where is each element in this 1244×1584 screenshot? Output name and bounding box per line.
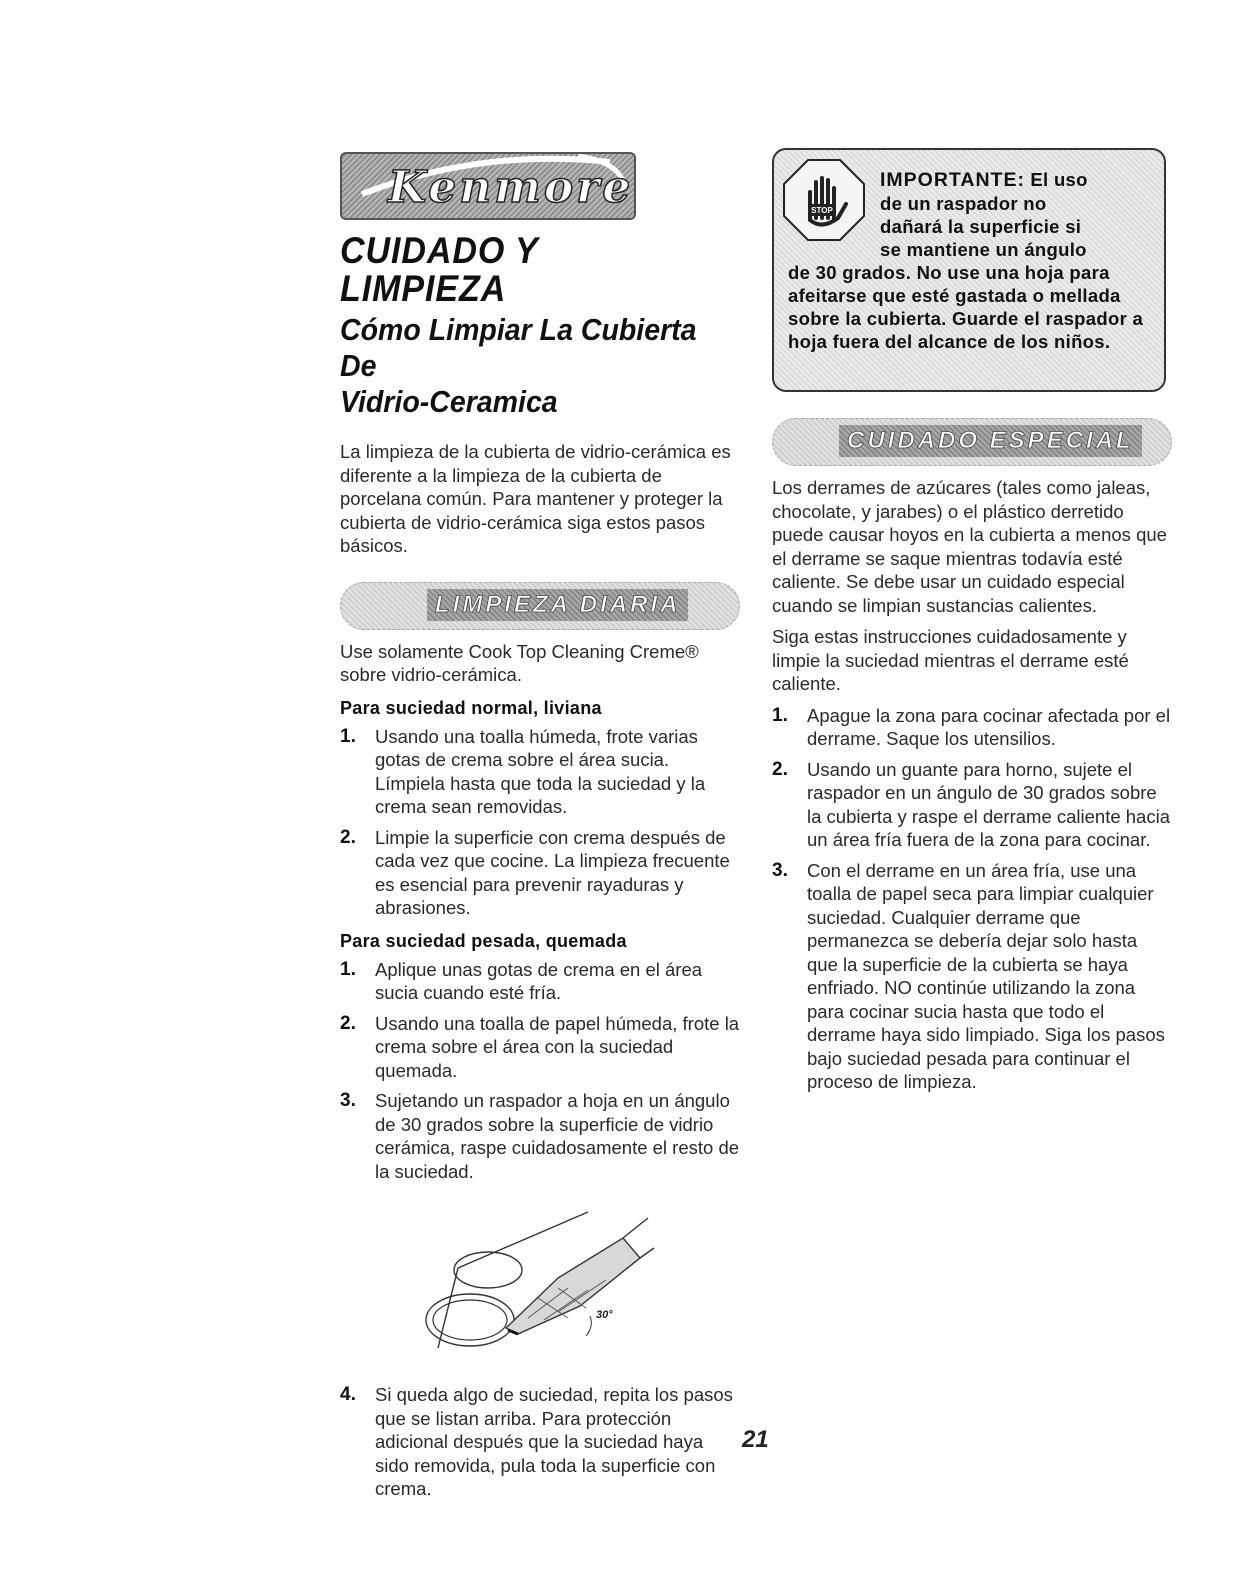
step-number: 2.	[772, 758, 788, 780]
right-column	[772, 148, 1172, 1101]
subtitle-line-1: Cómo Limpiar La Cubierta De	[340, 312, 697, 383]
step-number: 1.	[772, 704, 788, 726]
light-soil-steps	[340, 725, 740, 920]
step-number: 3.	[340, 1090, 356, 1111]
important-body: de 30 grados. No use una hoja para afeitarse que esté gastada o mellada sobre la cubierta. Guarde el raspador a hoja fuera del alcance de los niños.	[788, 262, 1144, 352]
important-heading: IMPORTANTE:	[880, 169, 1025, 191]
step-text: Usando una toalla húmeda, frote varias gotas de crema sobre el área sucia. Límpiela hasta que toda la suciedad y la crema sean removidas.	[375, 725, 706, 817]
kenmore-logo	[340, 152, 636, 220]
step-number: 1.	[340, 725, 356, 747]
heavy-soil-steps	[340, 958, 740, 1184]
step-text: Usando un guante para horno, sujete el raspador en un ángulo de 30 grados sobre la cubierta y raspe el derrame caliente hacia un área fría fuera de la zona para cocinar.	[807, 758, 1170, 850]
step-text: Con el derrame en un área fría, use una toalla de papel seca para limpiar cualquier suciedad. Cualquier derrame que permanezca se debería dejar solo hasta que la superficie de la cubierta se haya enfriado. NO continúe utilizando la zona para cocinar sucia hasta que todo el derrame haya sido limpiado. Siga los pasos bajo suciedad pesada para continuar el proceso de limpieza.	[807, 859, 1165, 1092]
intro-paragraph: La limpieza de la cubierta de vidrio-cerámica es diferente a la limpieza de la cubierta de porcelana común. Para mantener y proteger la cubierta de vidrio-cerámica siga estos pasos básicos.	[340, 441, 731, 556]
list-item	[340, 1383, 740, 1501]
special-care-banner-label: CUIDADO ESPECIAL	[839, 425, 1142, 457]
list-item	[340, 958, 740, 1005]
daily-intro: Use solamente Cook Top Cleaning Creme® sobre vidrio-cerámica.	[340, 640, 699, 685]
list-item	[340, 1012, 740, 1083]
page-title: CUIDADO Y LIMPIEZA	[340, 230, 539, 309]
special-care-steps	[772, 704, 1172, 1094]
stop-icon-label: STOP	[811, 206, 833, 215]
important-notice-box	[772, 148, 1166, 392]
list-item	[340, 725, 740, 819]
step-number: 4.	[340, 1384, 356, 1405]
scraper-illustration	[418, 1208, 658, 1358]
daily-cleaning-banner-label: LIMPIEZA DIARIA	[427, 589, 688, 621]
page-subtitle	[340, 312, 736, 420]
step-number: 3.	[772, 859, 788, 881]
step-text: Apague la zona para cocinar afectada por el derrame. Saque los utensilios.	[807, 704, 1171, 749]
step-number: 1.	[340, 958, 356, 980]
step-number: 2.	[340, 826, 356, 848]
list-item	[772, 859, 1172, 1094]
subtitle-line-2: Vidrio-Ceramica	[340, 384, 558, 419]
step-text: Aplique unas gotas de crema en el área sucia cuando esté fría.	[375, 958, 703, 1003]
special-care-banner	[772, 418, 1172, 466]
step-text: Si queda algo de suciedad, repita los pasos que se listan arriba. Para protección adicional después que la suciedad haya sido removida, pula toda la superficie con crema.	[375, 1384, 733, 1499]
left-column	[340, 152, 740, 1508]
step-text: Limpie la superficie con crema después de cada vez que cocine. La limpieza frecuente es esencial para prevenir rayaduras y abrasiones.	[375, 826, 730, 918]
list-item	[340, 1089, 740, 1183]
daily-cleaning-banner	[340, 582, 740, 630]
special-paragraph-1: Los derrames de azúcares (tales como jaleas, chocolate, y jarabes) o el plástico derretido puede causar hoyos en la cubierta a menos que el derrame se saque mientras todavía esté caliente. Se debe usar un cuidado especial cuando se limpian sustancias calientes.	[772, 477, 1167, 616]
special-paragraph-2: Siga estas instrucciones cuidadosamente y limpie la suciedad mientras el derrame esté caliente.	[772, 626, 1129, 694]
list-item	[772, 704, 1172, 751]
important-text: IMPORTANTE: El uso de un raspador no dañará la superficie si se mantiene un ángulo de 30 grados. No use una hoja para afeitarse que esté gastada o mellada sobre la cubierta. Guarde el raspador a hoja fuera del alcance de los niños.	[788, 169, 1144, 352]
list-item	[340, 826, 740, 920]
logo-text: Kenmore	[388, 162, 634, 213]
heavy-soil-steps-continued	[340, 1383, 740, 1501]
step-number: 2.	[340, 1012, 356, 1034]
light-soil-heading: Para suciedad normal, liviana	[340, 697, 602, 718]
list-item	[772, 758, 1172, 852]
angle-label: 30°	[596, 1309, 613, 1321]
heavy-soil-heading: Para suciedad pesada, quemada	[340, 930, 627, 951]
step-text: Sujetando un raspador a hoja en un ángulo de 30 grados sobre la superficie de vidrio cerámica, raspe cuidadosamente el resto de la suciedad.	[375, 1090, 740, 1182]
page-number: 21	[742, 1426, 769, 1453]
step-text: Usando una toalla de papel húmeda, frote la crema sobre el área con la suciedad quemada.	[375, 1012, 740, 1081]
